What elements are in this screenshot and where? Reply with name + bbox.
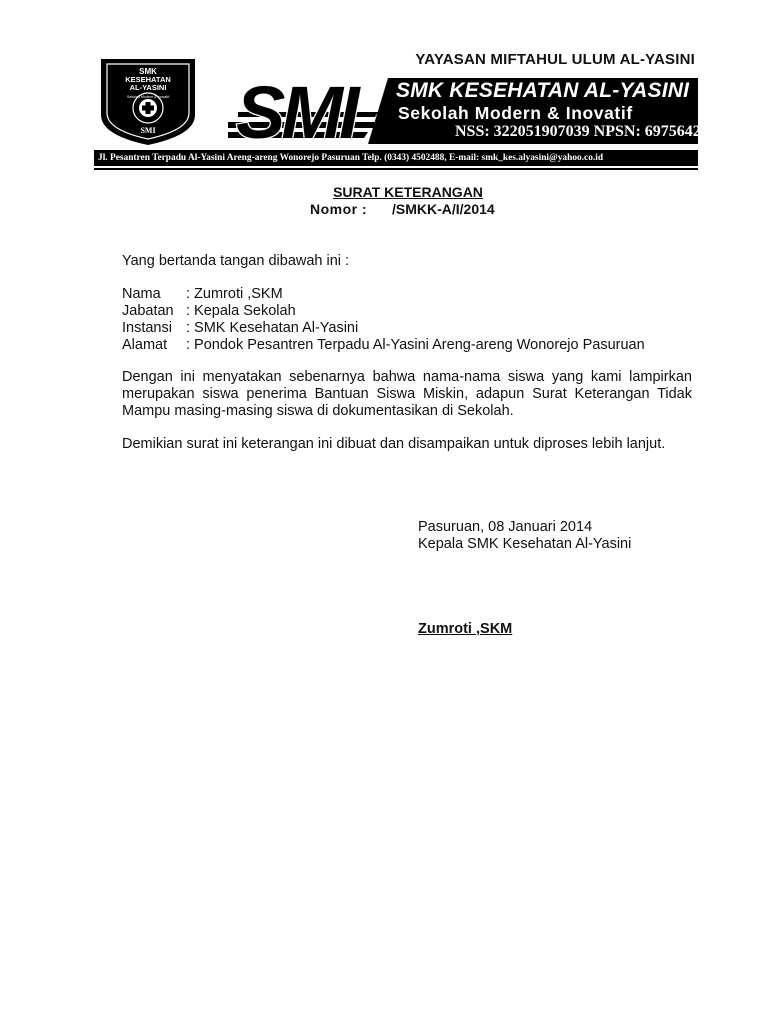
field-row-name — [122, 286, 645, 303]
emblem-bottom-text: SMI — [140, 126, 156, 135]
emblem-top-text: SMK — [139, 67, 157, 76]
field-value: : Zumroti ,SKM — [186, 286, 283, 302]
field-value: : SMK Kesehatan Al-Yasini — [186, 320, 359, 336]
school-name: SMK KESEHATAN AL-YASINI — [396, 79, 690, 102]
field-label: Nama — [122, 286, 161, 302]
school-address: Jl. Pesantren Terpadu Al-Yasini Areng-areng Wonorejo Pasuruan Telp. (0343) 4502488, E-mail: smk_kes.alyasini@yahoo.co.id — [98, 153, 604, 163]
field-row-position — [122, 303, 645, 320]
letter-title: SURAT KETERANGAN — [333, 184, 483, 200]
school-motto: Sekolah Modern & Inovatif — [398, 103, 633, 123]
place-date: Pasuruan, 08 Januari 2014 — [418, 519, 593, 535]
letter-number-value: /SMKK-A/I/2014 — [392, 201, 495, 217]
school-emblem — [97, 53, 199, 147]
emblem-name-line1: KESEHATAN — [125, 75, 171, 84]
field-row-institution — [122, 320, 645, 337]
letter-number — [310, 201, 495, 217]
field-value: : Kepala Sekolah — [186, 303, 296, 319]
letter-number-label: Nomor : — [310, 201, 368, 217]
statement-paragraph: Dengan ini menyatakan sebenarnya bahwa nama-nama siswa yang kami lampirkan merupakan siswa penerima Bantuan Siswa Miskin, adapun Surat Keterangan Tidak Mampu masing-masing siswa di dokumentasikan di Sekolah. — [122, 369, 692, 419]
signatory-position: Kepala SMK Kesehatan Al-Yasini — [418, 536, 632, 552]
field-label: Jabatan — [122, 303, 174, 319]
intro-line: Yang bertanda tangan dibawah ini : — [122, 253, 350, 269]
registration-numbers: NSS: 322051907039 NPSN: 69756427 — [455, 123, 709, 140]
logo-letters: SMI — [236, 74, 356, 146]
field-label: Alamat — [122, 337, 168, 353]
emblem-name-line2: AL-YASINI — [129, 83, 167, 92]
signatory-name: Zumroti ,SKM — [418, 621, 513, 637]
signatory-details — [122, 286, 645, 354]
closing-paragraph: Demikian surat ini keterangan ini dibuat dan disampaikan untuk diproses lebih lanjut. — [122, 436, 666, 452]
letterhead-divider — [94, 168, 698, 170]
emblem-ring-text: Sekolah Modern & Inovatif — [126, 95, 170, 99]
field-label: Instansi — [122, 320, 172, 336]
foundation-name: YAYASAN MIFTAHUL ULUM AL-YASINI — [415, 51, 695, 68]
field-row-address — [122, 337, 645, 354]
field-value: : Pondok Pesantren Terpadu Al-Yasini Areng-areng Wonorejo Pasuruan — [186, 337, 645, 353]
